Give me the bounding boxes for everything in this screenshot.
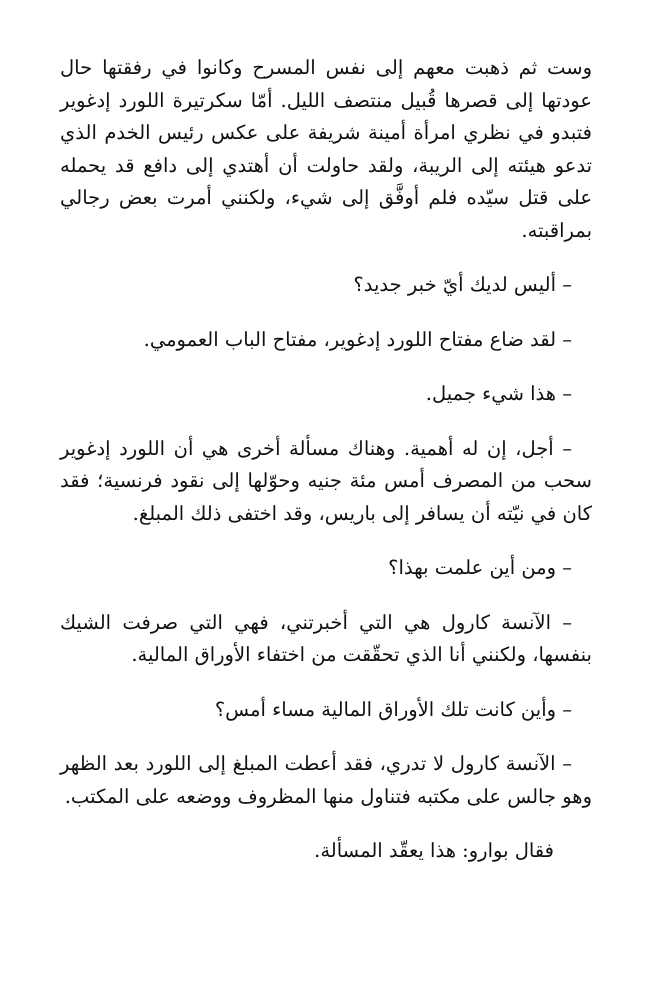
dialogue-line: – لقد ضاع مفتاح اللورد إدغوير، مفتاح الباب العمومي. <box>143 327 572 351</box>
dialogue-line: – أليس لديك أيّ خبر جديد؟ <box>353 273 572 296</box>
dialogue-line: – أجل، إن له أهمية. وهناك مسألة أخرى هي أن اللورد إدغوير سحب من المصرف أمس مئة جنيه وحوّلها إلى نقود فرنسية؛ فقد كان في نيّته أن يسافر إلى باريس، وقد اختفى ذلك المبلغ. <box>60 436 592 525</box>
dialogue-line: – هذا شيء جميل. <box>425 382 572 405</box>
dialogue-line: – الآنسة كارول هي التي أخبرتني، فهي التي صرفت الشيك بنفسها، ولكنني أنا الذي تحقّقت من اختفاء الأوراق المالية. <box>60 610 592 666</box>
narrative-paragraph: وست ثم ذهبت معهم إلى نفس المسرح وكانوا في رفقتها حال عودتها إلى قصرها قُبيل منتصف الليل. أمّا سكرتيرة اللورد إدغوير فتبدو في نظري امرأة أمينة شريفة على عكس رئيس الخدم الذي تدعو هيئته إلى الريبة، ولقد حاولت أن أهتدي إلى دافع قد يحمله على قتل سيّده فلم أوفَّق إلى شيء، ولكنني أمرت بعض رجالي بمراقبته. <box>60 56 592 242</box>
narrative-line: فقال بوارو: هذا يعقّد المسألة. <box>314 839 554 862</box>
dialogue-line: – الآنسة كارول لا تدري، فقد أعطت المبلغ إلى اللورد بعد الظهر وهو جالس على مكتبه فتناول منها المظروف ووضعه على المكتب. <box>60 752 592 808</box>
dialogue-line: – وأين كانت تلك الأوراق المالية مساء أمس؟ <box>214 697 572 721</box>
book-page-text <box>60 52 592 890</box>
dialogue-line: – ومن أين علمت بهذا؟ <box>388 556 572 579</box>
